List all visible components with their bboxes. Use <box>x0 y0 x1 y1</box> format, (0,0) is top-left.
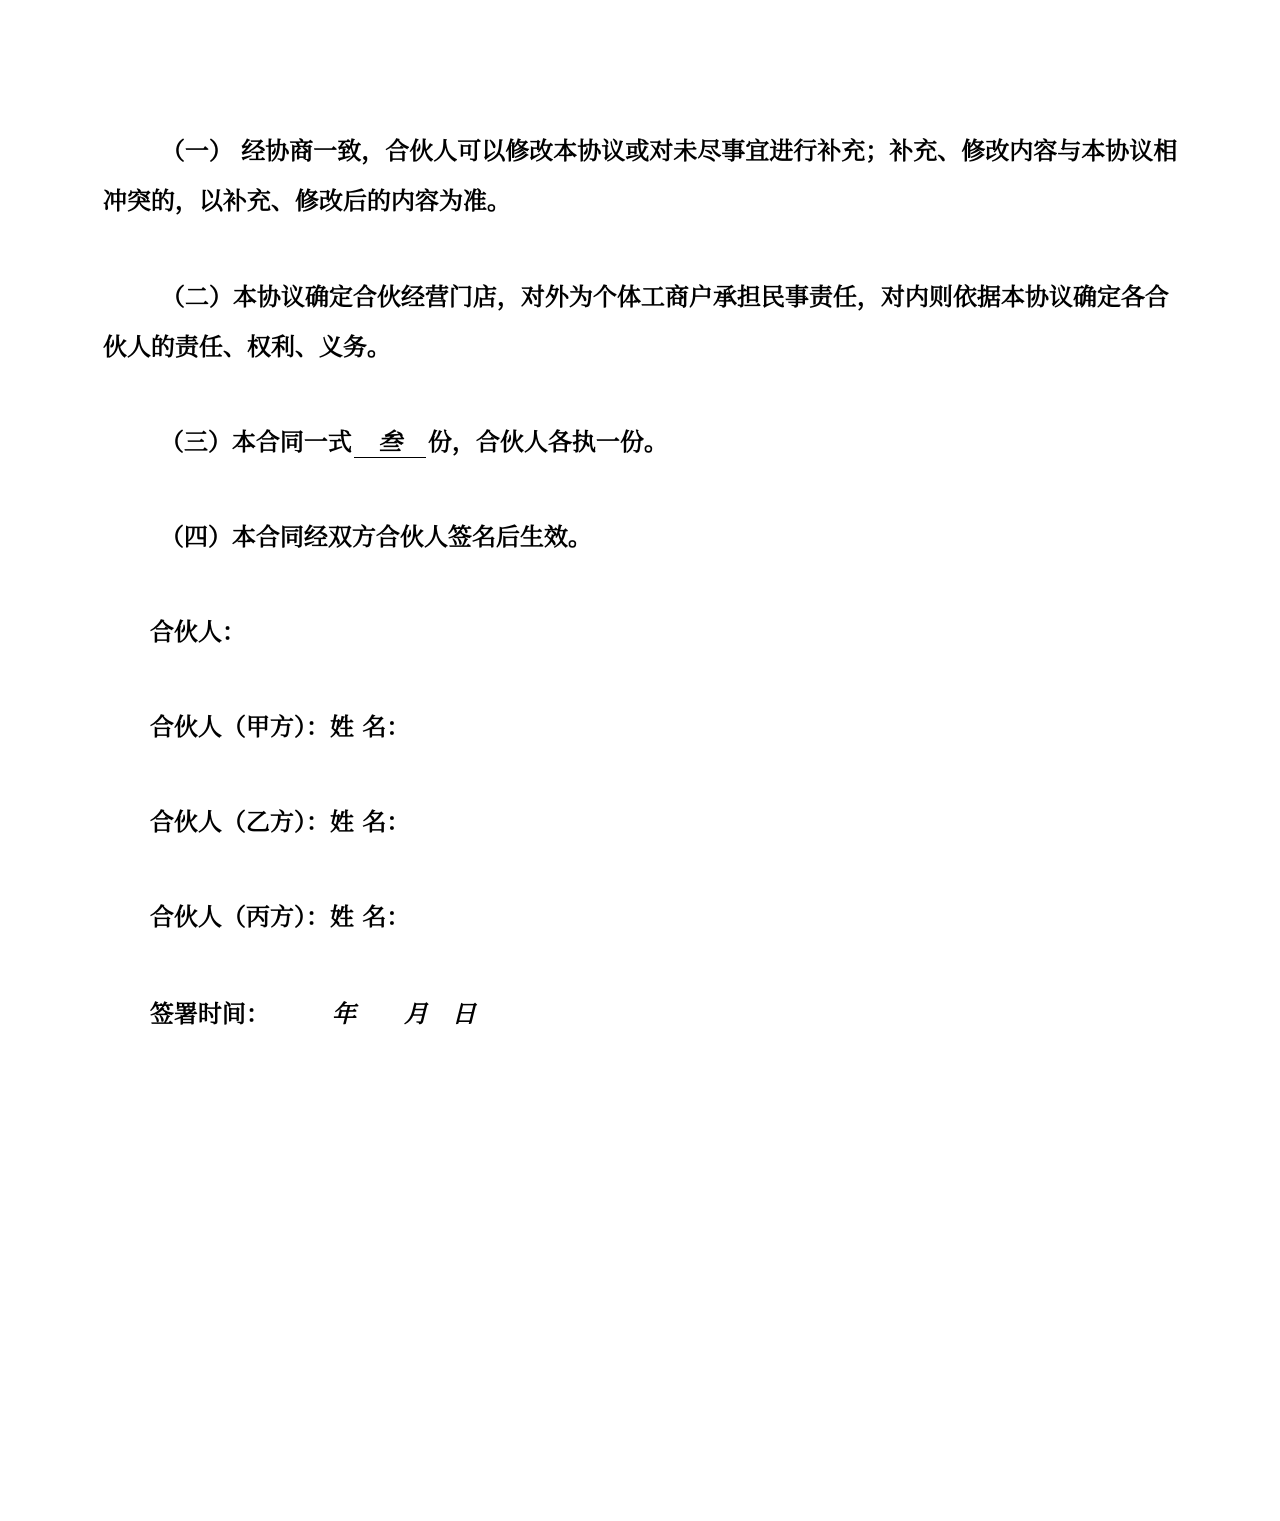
day-label: 日 <box>452 1000 476 1028</box>
clause-3-prefix: （三）本合同一式 <box>160 428 352 456</box>
sign-time-label: 签署时间： <box>150 1000 270 1028</box>
month-label: 月 <box>404 1000 428 1028</box>
clause-3 <box>160 425 668 459</box>
sign-time-line <box>150 997 476 1031</box>
clause-3-suffix: 份，合伙人各执一份。 <box>428 428 668 456</box>
party-a-name-line: 合伙人（甲方）：姓 名： <box>150 713 411 741</box>
clause-2-line-2: 伙人的责任、权利、义务。 <box>103 333 391 361</box>
party-c-name-line: 合伙人（丙方）：姓 名： <box>150 903 411 931</box>
clause-1-line-1: （一） 经协商一致，合伙人可以修改本协议或对未尽事宜进行补充；补充、修改内容与本协议相 <box>161 137 1178 165</box>
clause-2-line-1: （二）本协议确定合伙经营门店，对外为个体工商户承担民事责任，对内则依据本协议确定各合 <box>161 283 1169 311</box>
clause-1 <box>103 126 1183 226</box>
copies-count-blank: 叁 <box>354 427 426 458</box>
party-b-name-line: 合伙人（乙方）：姓 名： <box>150 808 411 836</box>
clause-1-line-2: 冲突的，以补充、修改后的内容为准。 <box>103 187 511 215</box>
clause-2 <box>103 272 1183 372</box>
partners-header: 合伙人： <box>150 618 246 646</box>
year-label: 年 <box>332 1000 356 1028</box>
clause-4: （四）本合同经双方合伙人签名后生效。 <box>160 523 592 551</box>
